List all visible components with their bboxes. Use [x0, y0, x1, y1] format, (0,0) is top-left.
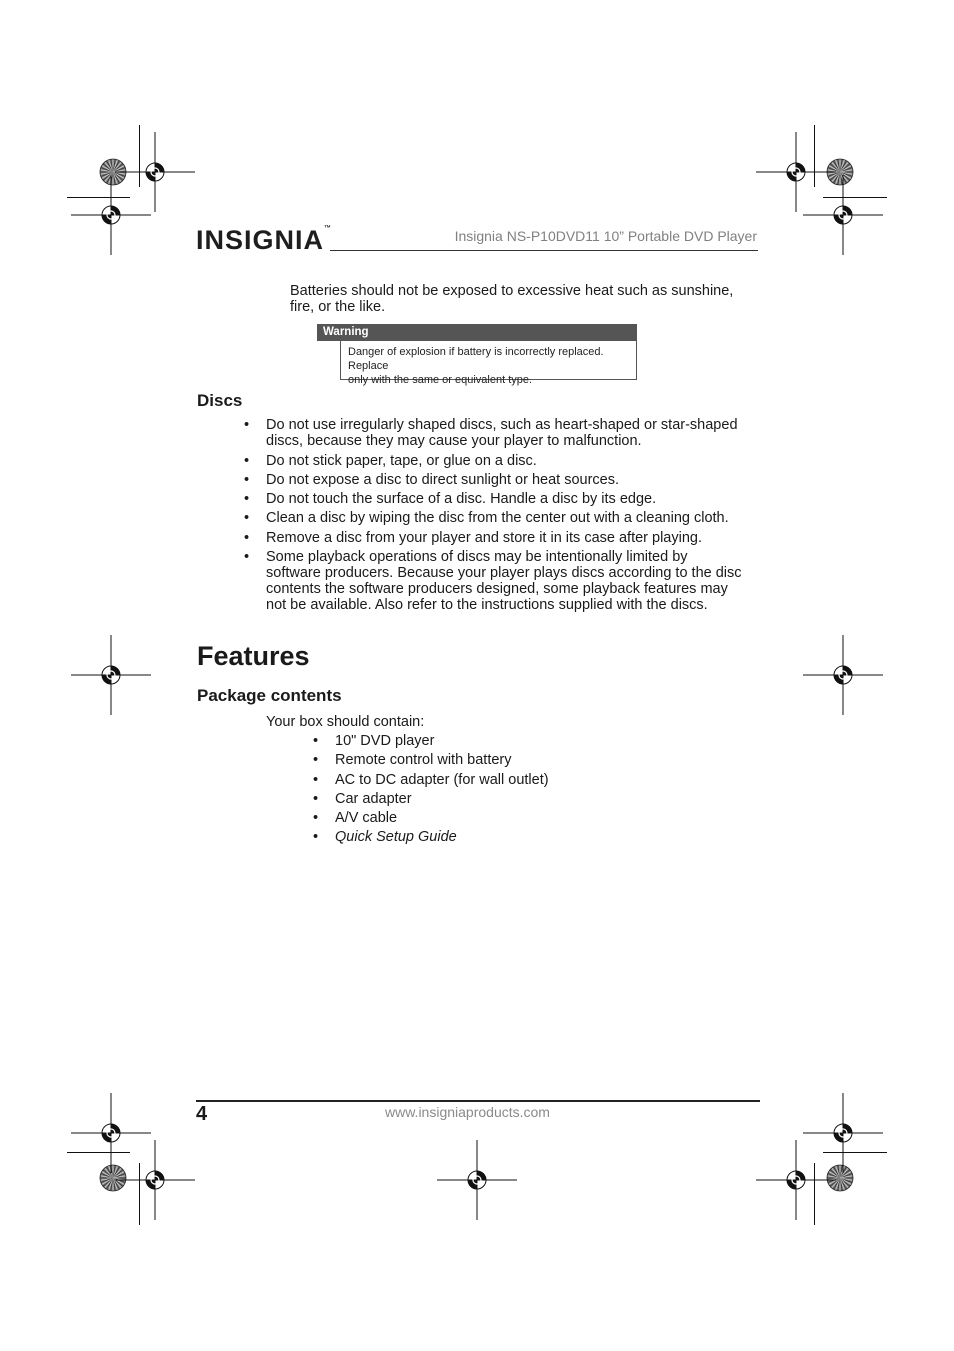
bullet-marker: •	[244, 417, 250, 433]
header-title: Insignia NS-P10DVD11 10” Portable DVD Player	[454, 228, 757, 244]
discs-item-line: Do not stick paper, tape, or glue on a disc.	[266, 453, 537, 469]
package-contents-heading: Package contents	[197, 686, 342, 705]
crop-mark-line	[814, 125, 815, 187]
package-item-text: 10" DVD player	[335, 733, 435, 749]
header-rule	[330, 250, 758, 251]
bullet-marker: •	[313, 772, 319, 788]
battery-paragraph-line-1: Batteries should not be exposed to excessive heat such as sunshine,	[290, 283, 734, 299]
crop-mark-line	[814, 1163, 815, 1225]
package-list-item	[313, 772, 549, 788]
insignia-logo: INSIGNIA™	[196, 225, 332, 255]
package-item-text: Car adapter	[335, 791, 412, 807]
page-number: 4	[196, 1103, 208, 1125]
discs-item-line: software producers. Because your player plays discs according to the disc	[266, 565, 742, 581]
footer-url: www.insigniaproducts.com	[385, 1104, 550, 1120]
bullet-marker: •	[244, 453, 250, 469]
bullet-marker: •	[313, 791, 319, 807]
package-list-item	[313, 752, 512, 768]
bullet-marker: •	[313, 829, 319, 845]
bullet-marker: •	[313, 752, 319, 768]
discs-item-line: Do not use irregularly shaped discs, such as heart-shaped or star-shaped	[266, 417, 738, 433]
warning-border-left	[340, 341, 341, 380]
bullet-marker: •	[244, 510, 250, 526]
discs-item-line: Clean a disc by wiping the disc from the center out with a cleaning cloth.	[266, 510, 729, 526]
registration-target	[71, 635, 151, 715]
discs-list-item	[244, 549, 756, 613]
discs-list-item	[244, 510, 756, 526]
crop-mark-line	[139, 1163, 140, 1225]
discs-list-item	[244, 530, 756, 546]
discs-heading: Discs	[197, 391, 243, 410]
warning-label: Warning	[317, 324, 637, 341]
registration-target	[803, 635, 883, 715]
package-item-text: A/V cable	[335, 810, 398, 826]
battery-paragraph-line-2: fire, or the like.	[290, 299, 386, 315]
discs-item-line: contents the software producers designed, some playback features may	[266, 581, 728, 597]
discs-item-line: Remove a disc from your player and store it in its case after playing.	[266, 530, 702, 546]
discs-item-line: Do not touch the surface of a disc. Handle a disc by its edge.	[266, 491, 657, 507]
crop-mark-line	[823, 1152, 887, 1153]
discs-item-line: not be available. Also refer to the instructions supplied with the discs.	[266, 597, 708, 613]
crop-mark-line	[67, 197, 130, 198]
warning-box	[317, 324, 637, 386]
discs-list-item	[244, 453, 756, 469]
bullet-marker: •	[244, 472, 250, 488]
crop-mark-line	[67, 1152, 130, 1153]
bullet-marker: •	[313, 810, 319, 826]
discs-item-line: Do not expose a disc to direct sunlight or heat sources.	[266, 472, 620, 488]
footer-rule	[196, 1100, 760, 1102]
discs-list-item	[244, 491, 756, 507]
discs-list-item	[244, 472, 756, 488]
features-heading: Features	[197, 641, 310, 671]
package-list-item	[313, 810, 398, 826]
discs-item-line: discs, because they may cause your player to malfunction.	[266, 433, 642, 449]
package-list-item	[313, 733, 435, 749]
package-intro: Your box should contain:	[266, 714, 425, 730]
bullet-marker: •	[244, 530, 250, 546]
package-list-item	[313, 829, 457, 845]
bullet-marker: •	[244, 491, 250, 507]
package-item-text: Quick Setup Guide	[335, 829, 457, 845]
warning-text: Danger of explosion if battery is incorrectly replaced. Replace only with the same or equivalent type.	[348, 346, 604, 386]
bullet-marker: •	[244, 549, 250, 565]
crop-mark-line	[823, 197, 887, 198]
registration-target	[437, 1140, 517, 1220]
crop-mark-line	[139, 125, 140, 187]
package-item-text: AC to DC adapter (for wall outlet)	[335, 772, 549, 788]
discs-list-item	[244, 417, 756, 449]
registration-target	[803, 175, 883, 255]
warning-border-right	[636, 341, 637, 380]
package-item-text: Remote control with battery	[335, 752, 512, 768]
bullet-marker: •	[313, 733, 319, 749]
registration-target	[71, 175, 151, 255]
package-list-item	[313, 791, 412, 807]
discs-item-line: Some playback operations of discs may be intentionally limited by	[266, 549, 688, 565]
